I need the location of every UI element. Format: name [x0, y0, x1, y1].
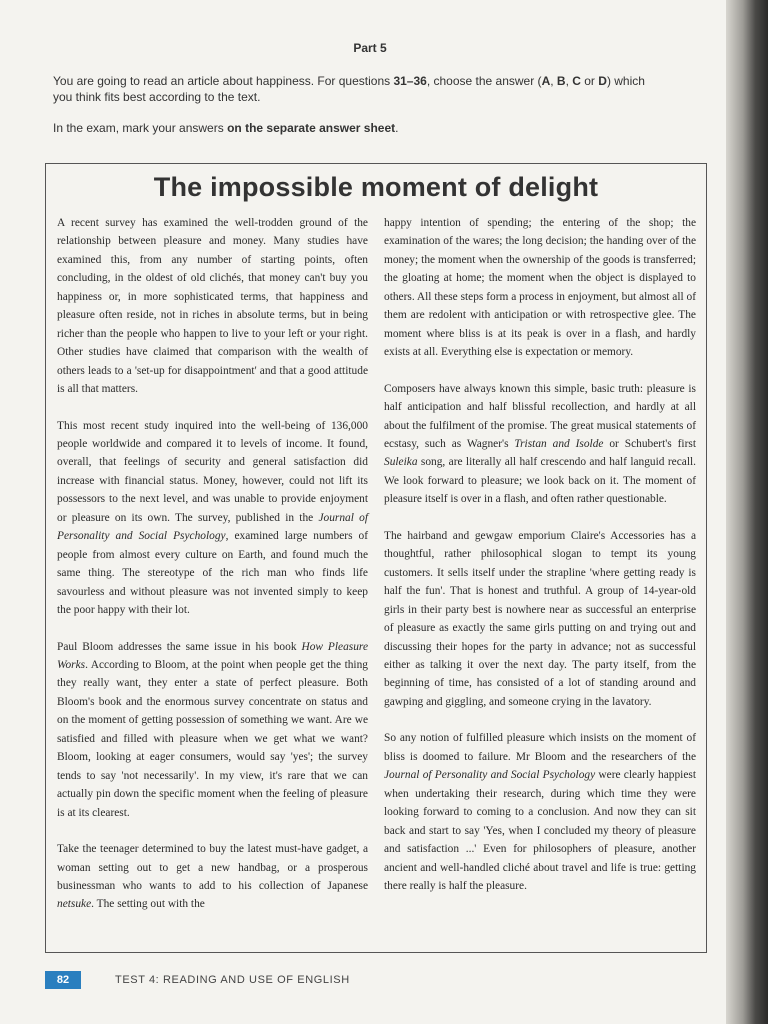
paragraph-text: Composers have always known this simple, basic truth: pleasure is half anticipation and half blissful recollection, and hardly at all about the fulfilment of the promise. The great musical statements of ecstasy, such as Wagner's — [384, 382, 696, 450]
paragraph-text: Take the teenager determined to buy the latest must-have gadget, a woman setting out to get a new handbag, or a prosperous businessman who wants to add to his collection of Japanese — [57, 843, 368, 892]
option-a: A — [541, 74, 551, 88]
paragraph: A recent survey has examined the well-trodden ground of the relationship between pleasure and money. Many studies have examined this, from any number of starting points, often concluding, in the oldest of old clichés, that money can't buy you happiness or, in more sophisticated terms, that happiness and pleasure often reside, not in riches in absolute terms, but in being richer than the people who happen to live to your left or your right. Other studies have claimed that comparison with the wealth of others leads to a 'set-up for disappointment' and that a good attitude is all that matters. — [57, 217, 368, 396]
answer-sheet-emphasis: on the separate answer sheet — [227, 121, 396, 135]
paragraph-text: were clearly happiest when undertaking their research, during which time they were looking forward to coming to a conclusion. And now they can sit back and start to say 'Yes, when I concluded my theory of pleasure and satisfaction ...' Even for philosophers of pleasure, another ancient and well-handled cliché about travel and life is true: getting there really is half the pleasure. — [384, 769, 696, 892]
paragraph-text: This most recent study inquired into the well-being of 136,000 people worldwide and compared it to levels of income. It found, overall, that feelings of security and general satisfaction did increase with financial status. Money, however, could not lift its possessors to the next level, and was unable to provide enjoyment or pleasure on its own. The survey, published in the — [57, 419, 368, 524]
journal-title: Journal of Personality and Social Psychology — [57, 511, 368, 543]
paragraph: The hairband and gewgaw emporium Claire's Accessories has a thoughtful, rather philosophical slogan to tempt its young customers. It sells itself under the strapline 'where getting ready is half the fun'. That is honest and truthful. A group of 14-year-old girls in their party best is nowhere near as successful an enterprise of pleasure as exactly the same girls putting on and trying out and discussing their hopes for the party in advance; not as successful either as talking it over the next day. The party itself, from the beginning of time, has consisted of a lot of standing around and gawping and giggling, and someone crying in the lavatory. — [384, 529, 696, 708]
paragraph — [57, 417, 368, 620]
journal-title: Journal of Personality and Social Psychology — [384, 769, 596, 782]
question-range: 31–36 — [393, 74, 427, 88]
instr-text: ) which — [606, 74, 645, 88]
instr-sep: or — [580, 74, 599, 88]
opera-title: Tristan and Isolde — [514, 437, 604, 450]
instructions-line-1 — [53, 73, 725, 89]
article-title: The impossible moment of delight — [153, 172, 599, 202]
paragraph — [57, 840, 368, 914]
paragraph — [384, 380, 696, 509]
paragraph-text: or Schubert's first — [603, 437, 696, 450]
page-footer — [45, 971, 445, 989]
book-binding-shadow — [726, 0, 768, 1024]
instr-text: , choose the answer ( — [426, 74, 542, 88]
article-column-left — [57, 214, 368, 932]
page-number: 82 — [45, 971, 81, 989]
paragraph-text: , examined large numbers of people from almost every culture on Earth, and found much the same thing. The stereotype of the rich man who finds life savourless and without pleasure was not invented simply to keep the poor happy with their lot. — [57, 530, 369, 617]
paragraph — [384, 729, 696, 895]
exam-note-text: In the exam, mark your answers — [53, 121, 228, 135]
paragraph-text: song, are literally all half crescendo and half languid recall. We look forward to pleasure; we look back on it. The moment of pleasure itself is over in a flash, and often rather questionable. — [384, 456, 696, 506]
article-box — [45, 163, 707, 953]
part-title: Part 5 — [353, 41, 387, 55]
footer-label: TEST 4: READING AND USE OF ENGLISH — [115, 974, 350, 986]
paragraph-text: Paul Bloom addresses the same issue in his book — [57, 640, 302, 653]
exam-note — [53, 121, 399, 135]
option-c: C — [572, 74, 581, 88]
instructions-line-2: you think fits best according to the text. — [53, 90, 261, 104]
paragraph-text: . According to Bloom, at the point when people get the thing they really want, they enter a state of perfect pleasure. Both Bloom's book and the enormous survey concentrate on status and on the moment of getting possession of something we want. Are we satisfied and filled with pleasure when we get what we want? Bloom, looking at eager consumers, would say 'yes'; the survey tends to say 'not necessarily'. In my view, it's rare that we can actually pin down the specific moment when the feeling of pleasure is at its clearest. — [57, 658, 368, 819]
paragraph-text: So any notion of fulfilled pleasure which insists on the moment of bliss is doomed to failure. Mr Bloom and the researchers of the — [384, 732, 696, 763]
option-b: B — [556, 74, 566, 88]
instr-sep: , — [550, 74, 557, 88]
instructions — [53, 73, 725, 105]
instr-sep: , — [565, 74, 573, 88]
paragraph-text: . The setting out with the — [91, 898, 205, 911]
instr-text: You are going to read an article about happiness. For questions — [53, 74, 394, 88]
book-title: How Pleasure Works — [57, 640, 369, 671]
paragraph — [57, 638, 368, 823]
paragraph: happy intention of spending; the entering of the shop; the examination of the wares; the long decision; the handing over of the money; the moment when the ownership of the goods is transferred; the gloating at home; the moment when the object is displayed to others. All these steps form a process in enjoyment, but almost all of them are redolent with anticipation or with retrospective glee. The moment where bliss is at its peak is over in a flash, and hardly exists at all. Everything else is expectation or memory. — [384, 217, 696, 359]
song-title: Suleika — [384, 456, 418, 469]
article-column-right — [384, 214, 696, 913]
option-d: D — [598, 74, 607, 88]
exam-note-end: . — [395, 121, 399, 135]
italic-term: netsuke — [57, 898, 92, 911]
